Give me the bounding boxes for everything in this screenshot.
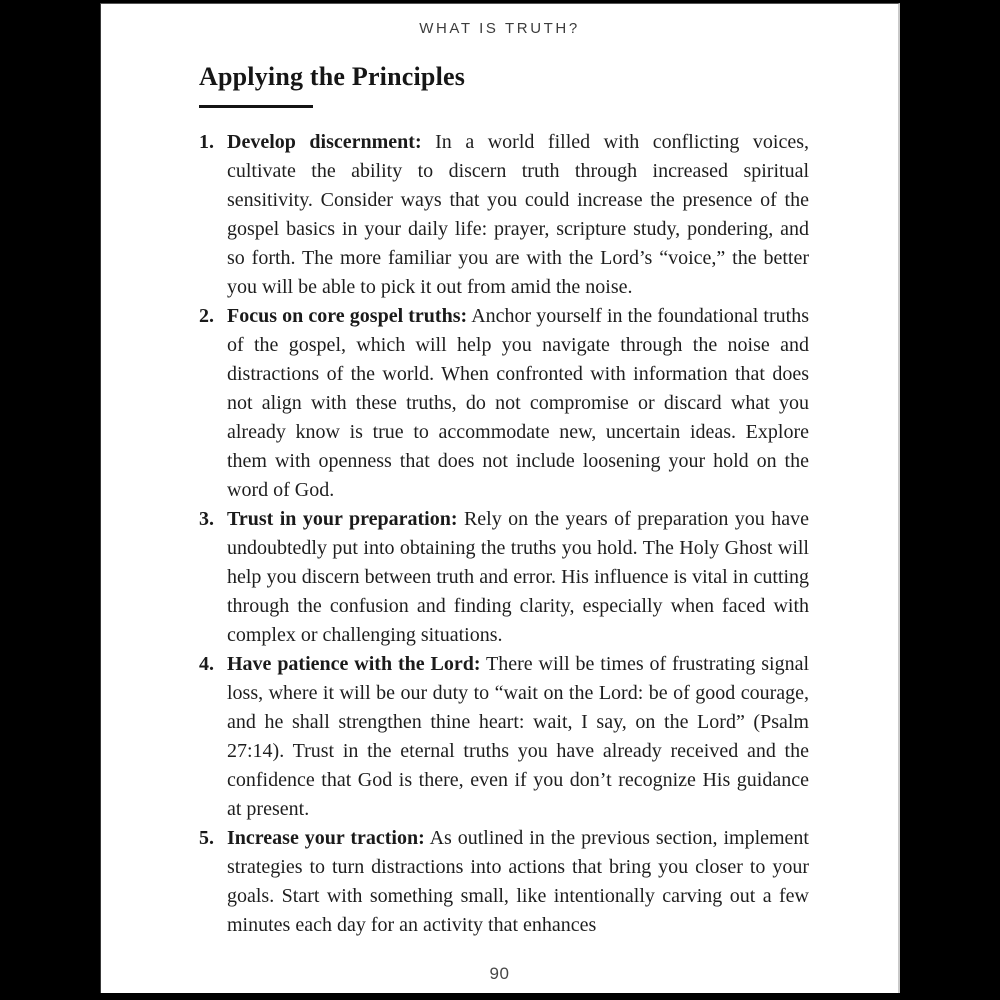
running-header: WHAT IS TRUTH? xyxy=(419,20,580,37)
list-item-text: Rely on the years of preparation you have undoubtedly put into obtaining the truths you hold. The Holy Ghost will help you discern between truth and error. His influence is vital in cutting through the confusion and finding clarity, especially when faced with complex or challenging situations. xyxy=(227,508,809,646)
list-item-number: 4. xyxy=(199,653,214,675)
book-page xyxy=(100,3,900,993)
list-item-number: 5. xyxy=(199,827,214,849)
list-item xyxy=(199,302,809,505)
list-item xyxy=(199,505,809,650)
list-item-text: In a world filled with conflicting voices, cultivate the ability to discern truth through increased spiritual sensitivity. Consider ways that you could increase the presence of the gospel basics in your daily life: prayer, scripture study, pondering, and so forth. The more familiar you are with the Lord’s “voice,” the better you will be able to pick it out from amid the noise. xyxy=(227,131,809,298)
heading-rule xyxy=(199,105,313,108)
principles-list xyxy=(199,128,809,940)
list-item-label: Have patience with the Lord: xyxy=(227,653,481,675)
list-item xyxy=(199,824,809,940)
list-item xyxy=(199,650,809,824)
list-item-number: 2. xyxy=(199,305,214,327)
page-number: 90 xyxy=(489,964,510,983)
list-item-text: Anchor yourself in the foundational truths of the gospel, which will help you navigate through the noise and distractions of the world. When confronted with information that does not align with these truths, do not compromise or discard what you already know is true to accommodate new, uncertain ideas. Explore them with openness that does not include loosening your hold on the word of God. xyxy=(227,305,809,501)
list-item-label: Trust in your preparation: xyxy=(227,508,458,530)
list-item-text: As outlined in the previous section, implement strategies to turn distractions into actions that bring you closer to your goals. Start with something small, like intentionally carving out a few minutes each day for an activity that enhances xyxy=(227,827,809,936)
list-item-number: 3. xyxy=(199,508,214,530)
list-item-label: Develop discernment: xyxy=(227,131,422,153)
list-item-label: Focus on core gospel truths: xyxy=(227,305,468,327)
list-item xyxy=(199,128,809,302)
section-heading: Applying the Principles xyxy=(199,62,466,91)
list-item-text: There will be times of frustrating signal loss, where it will be our duty to “wait on the Lord: be of good courage, and he shall strengthen thine heart: wait, I say, on the Lord” (Psalm 27:14). Trust in the eternal truths you have already received and the confidence that God is there, even if you don’t recognize His guidance at present. xyxy=(227,653,810,820)
list-item-number: 1. xyxy=(199,131,214,153)
list-item-label: Increase your traction: xyxy=(227,827,425,849)
